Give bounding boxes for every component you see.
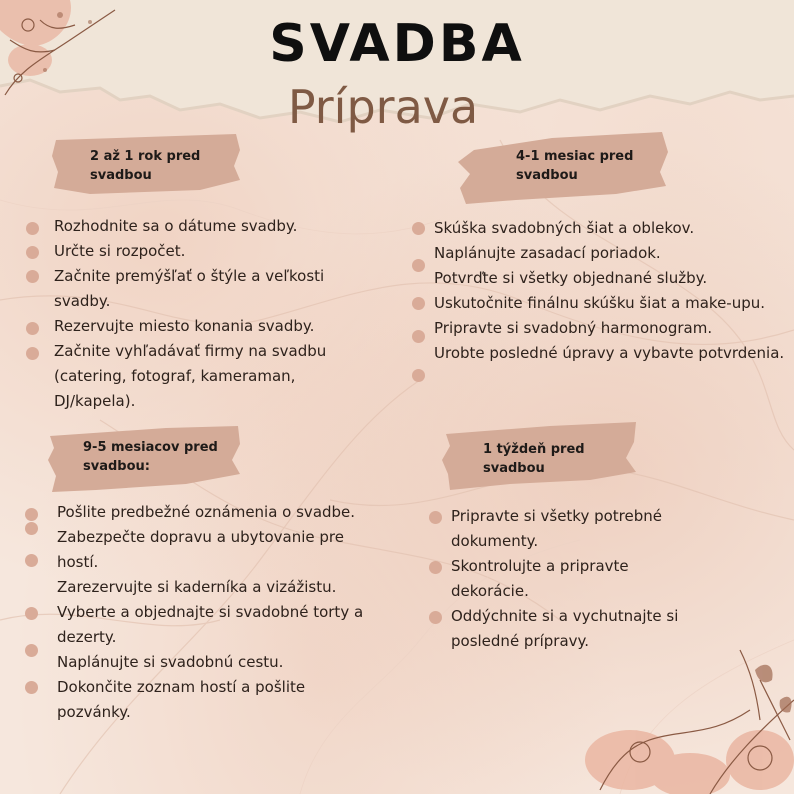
bullet-dot-icon xyxy=(412,259,425,272)
bullet-dot-icon xyxy=(412,330,425,343)
list-item: Pošlite predbežné oznámenia o svadbe. xyxy=(57,500,367,525)
list-item: Oddýchnite si a vychutnajte si posledné prípravy. xyxy=(451,604,711,654)
bullet-dot-icon xyxy=(25,644,38,657)
section-heading-line2: svadbou xyxy=(90,168,152,183)
list-item: Skontrolujte a pripravte dekorácie. xyxy=(451,554,711,604)
list-item: Skúška svadobných šiat a oblekov. xyxy=(434,216,789,241)
checklist-4-1-month xyxy=(434,216,789,366)
list-item: Rezervujte miesto konania svadby. xyxy=(54,314,354,339)
list-item: Uskutočnite finálnu skúšku šiat a make-upu. xyxy=(434,291,789,316)
list-item: Určte si rozpočet. xyxy=(54,239,354,264)
list-item: Zarezervujte si kaderníka a vizážistu. xyxy=(57,575,367,600)
bullet-dot-icon xyxy=(26,322,39,335)
section-heading-9-5-months xyxy=(46,424,242,494)
bullet-dot-icon xyxy=(412,222,425,235)
list-item: Naplánujte si svadobnú cestu. xyxy=(57,650,367,675)
bullet-dot-icon xyxy=(25,522,38,535)
section-heading-line1: 4-1 mesiac pred xyxy=(516,149,634,164)
list-item: Pripravte si svadobný harmonogram. xyxy=(434,316,789,341)
section-heading-line2: svadbou xyxy=(483,461,545,476)
bullet-dot-icon xyxy=(25,681,38,694)
bullet-dot-icon xyxy=(26,246,39,259)
section-heading-2-1-year xyxy=(50,132,242,196)
bullet-dot-icon xyxy=(26,222,39,235)
list-item: Dokončite zoznam hostí a pošlite pozvánky. xyxy=(57,675,367,725)
list-item: Naplánujte zasadací poriadok. xyxy=(434,241,789,266)
bullet-dot-icon xyxy=(429,561,442,574)
checklist-1-week xyxy=(451,504,711,654)
list-item: Začnite premýšľať o štýle a veľkosti svadby. xyxy=(54,264,354,314)
section-heading-4-1-month xyxy=(456,130,672,206)
bullet-dot-icon xyxy=(412,369,425,382)
bullet-dot-icon xyxy=(412,297,425,310)
list-item: Urobte posledné úpravy a vybavte potvrdenia. xyxy=(434,341,789,366)
list-item: Vyberte a objednajte si svadobné torty a dezerty. xyxy=(57,600,367,650)
list-item: Zabezpečte dopravu a ubytovanie pre hostí. xyxy=(57,525,367,575)
page-subtitle: Príprava xyxy=(287,80,479,134)
list-item: Potvrďte si všetky objednané služby. xyxy=(434,269,708,287)
page-title: SVADBA xyxy=(269,14,525,74)
bullet-dot-icon xyxy=(25,508,38,521)
section-heading-line1: 2 až 1 rok pred xyxy=(90,149,201,164)
bullet-dot-icon xyxy=(429,611,442,624)
checklist-2-1-year xyxy=(54,214,354,414)
section-heading-line1: 1 týždeň pred xyxy=(483,442,585,457)
bullet-dot-icon xyxy=(25,607,38,620)
section-heading-line1: 9-5 mesiacov pred xyxy=(83,440,218,455)
bullet-dot-icon xyxy=(429,511,442,524)
bullet-dot-icon xyxy=(26,270,39,283)
section-heading-line2: svadbou: xyxy=(83,459,150,474)
section-heading-1-week xyxy=(440,420,640,492)
bullet-dot-icon xyxy=(26,347,39,360)
list-item: Rozhodnite sa o dátume svadby. xyxy=(54,214,354,239)
checklist-9-5-months xyxy=(57,500,367,725)
list-item: Začnite vyhľadávať firmy na svadbu (catering, fotograf, kameraman, DJ/kapela). xyxy=(54,339,354,414)
bullet-dot-icon xyxy=(25,554,38,567)
section-heading-line2: svadbou xyxy=(516,168,578,183)
list-item: Pripravte si všetky potrebné dokumenty. xyxy=(451,504,711,554)
floral-bottom-icon xyxy=(560,640,794,794)
